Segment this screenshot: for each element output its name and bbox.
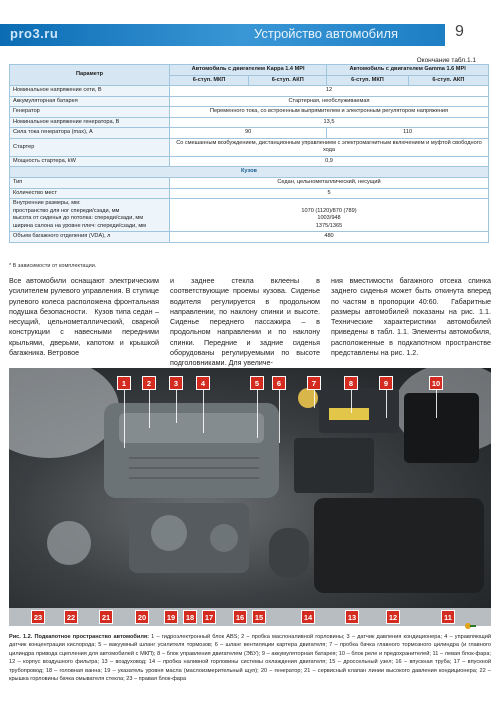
table-row [10,232,489,243]
text-column-3: ния вместимости багажного отсека спинка заднего сиденья может быть откинута вперед по частям в пропорции 40:60. Габаритные размеры автомобилей показаны на рис. 1.1. Технические характеристики автомобилей приведены в табл. 1.1. Элементы автомобиля, расположенные в подкапотном пространстве представлены на рис. 1.2. [331,276,491,358]
row-value: 13,5 [170,117,489,128]
table-row [10,107,489,118]
callout-7: 7 [307,376,321,390]
row-label: Номинальное напряжение генератора, В [10,117,170,128]
figure-caption [9,633,491,683]
row-value: Седан, цельнометаллический, несущий [170,178,489,189]
callout-2: 2 [142,376,156,390]
sub-header: 6-ступ. МКП [327,75,408,86]
row-value: Переменного тока, со встроенным выпрямителем и электронным регулятором напряжения [170,107,489,118]
table-row [10,188,489,199]
row-label: Объем багажного отделения (VDA), л [10,232,170,243]
row-value: 110 [327,128,489,139]
dims-value: 1003/948 [317,215,341,222]
row-label: Стартер [10,138,170,156]
dims-label-cell [10,199,170,232]
row-label: Сила тока генератора (max), А [10,128,170,139]
dims-label: высота от сиденья до потолка: спереди/сзади, мм [13,215,144,222]
leader-line [314,388,315,408]
callout-10: 10 [429,376,443,390]
caption-title: Рис. 1.2. Подкапотное пространство автомобиля: [9,634,150,640]
row-label: Количество мест [10,188,170,199]
callout-5: 5 [250,376,264,390]
table-continuation: Окончание табл.1.1 [416,57,476,64]
callout-3: 3 [169,376,183,390]
callout-8: 8 [344,376,358,390]
dims-value: 1070 (1120)/870 (789) [301,207,357,214]
row-value: 12 [170,86,489,97]
param-header: Параметр [10,65,170,86]
callout-21: 21 [99,610,113,624]
table-row [10,199,489,232]
sub-header: 6-ступ. АКП [249,75,327,86]
sub-header: 6-ступ. АКП [408,75,488,86]
page-header [0,0,500,48]
dims-value: 1375/1365 [315,222,343,229]
row-label: Тип [10,178,170,189]
callout-11: 11 [441,610,455,624]
footnote: * В зависимости от комплектации. [9,263,97,269]
table-row [10,86,489,97]
page-number: 9 [455,23,464,40]
engine-bay-photo [9,368,491,626]
callout-17: 17 [202,610,216,624]
sub-header: 6-ступ. МКП [170,75,249,86]
row-label: Мощность стартера, kW [10,156,170,167]
table-row [10,128,489,139]
callout-20: 20 [135,610,149,624]
band-label: Кузов [10,167,489,178]
leader-line [149,388,150,428]
callout-1: 1 [117,376,131,390]
text-column-2: и заднее стекла вклеены в соответствующие проемы кузова. Сиденье водителя регулируется в продольном направлении, по наклону спинки и высоте. Сиденье переднего пассажира – в продольном направлении и по наклону спинки. Передние и задние сиденья оборудованы регулируемыми по высоте подголовниками. Для увеличе- [170,276,320,368]
callout-14: 14 [301,610,315,624]
callout-15: 15 [252,610,266,624]
leader-line [386,388,387,418]
table-row [10,117,489,128]
leader-line [203,388,204,433]
callout-19: 19 [164,610,178,624]
site-logo: pro3.ru [10,26,59,41]
dims-label: ширина салона на уровне плеч: спереди/сзади, мм [13,222,147,229]
section-title: Устройство автомобиля [254,26,399,41]
table-row [10,96,489,107]
row-value: 480 [170,232,489,243]
table-band-row [10,167,489,178]
dims-value-cell [170,199,489,232]
spec-table [9,64,489,243]
callout-23: 23 [31,610,45,624]
dims-label: Внутренние размеры, мм: [13,200,81,207]
leader-line [124,388,125,448]
callout-16: 16 [233,610,247,624]
group2-header: Автомобиль с двигателем Gamma 1.6 MPI [327,65,489,76]
leader-line [351,388,352,413]
car-key-icon [464,620,476,632]
table-row [10,178,489,189]
group1-header: Автомобиль с двигателем Kappa 1.4 MPI [170,65,327,76]
leader-line [176,388,177,423]
row-label: Аккумуляторная батарея [10,96,170,107]
table-header-row [10,65,489,76]
row-value: 5 [170,188,489,199]
callout-6: 6 [272,376,286,390]
row-label: Генератор [10,107,170,118]
row-value: 90 [170,128,327,139]
callout-13: 13 [345,610,359,624]
text-column-1: Все автомобили оснащают электрическим усилителем рулевого управления. В ступице рулевого колеса расположена фронтальная подушка безопасности. Кузов типа седан – несущий, цельнометаллический, сварной конструкции с навесными передними крыльями, дверьми, капотом и крышкой багажника. Ветровое [9,276,159,358]
row-value: Стартерная, необслуживаемая [170,96,489,107]
caption-body: 1 – гидроэлектронный блок ABS; 2 – пробка маслоналивной горловины; 3 – датчик давления кондиционера; 4 – управляющий датчик концентрации кислорода; 5 – вакуумный шланг усилителя тормозов; 6 – шланг вентиляции картера двигателя; 7 – пробка бачка главного тормозного цилиндра (и главного цилиндра привода сцепления для автомобилей с МКП); 8 – блок управления двигателем (ЭБУ); 9 – аккумуляторная батарея; 10 – блок реле и предохранителей; 11 – левая блок-фара; 12 – корпус воздушного фильтра; 13 – воздуховод; 14 – пробка наливной горловины системы охлаждения двигателя; 15 – дроссельный узел; 16 – впускная труба; 17 – впускной трубопровод; 18 – головная ванна; 19 – указатель уровня масла (маслоизмерительный щуп); 20 – генератор; 21 – сервисный клапан линии высокого давления кондиционера; 22 – крышка горловины бачка омывателя стекла; 23 – правая блок-фара [9,634,492,683]
row-value: 0,9 [170,156,489,167]
callout-4: 4 [196,376,210,390]
row-label: Номинальное напряжение сети, В [10,86,170,97]
leader-line [257,388,258,438]
leader-line [436,388,437,418]
callout-18: 18 [183,610,197,624]
table-row [10,156,489,167]
row-value: Со смешанным возбуждением, дистанционным управлением с электромагнитным включением и муфтой свободного хода [170,138,489,156]
leader-line [279,388,280,443]
table-row [10,138,489,156]
engine-bay-illustration [9,368,491,626]
callout-12: 12 [386,610,400,624]
callout-9: 9 [379,376,393,390]
dims-label: пространство для ног спереди/сзади, мм [13,207,120,214]
body-text [9,276,491,366]
callout-22: 22 [64,610,78,624]
